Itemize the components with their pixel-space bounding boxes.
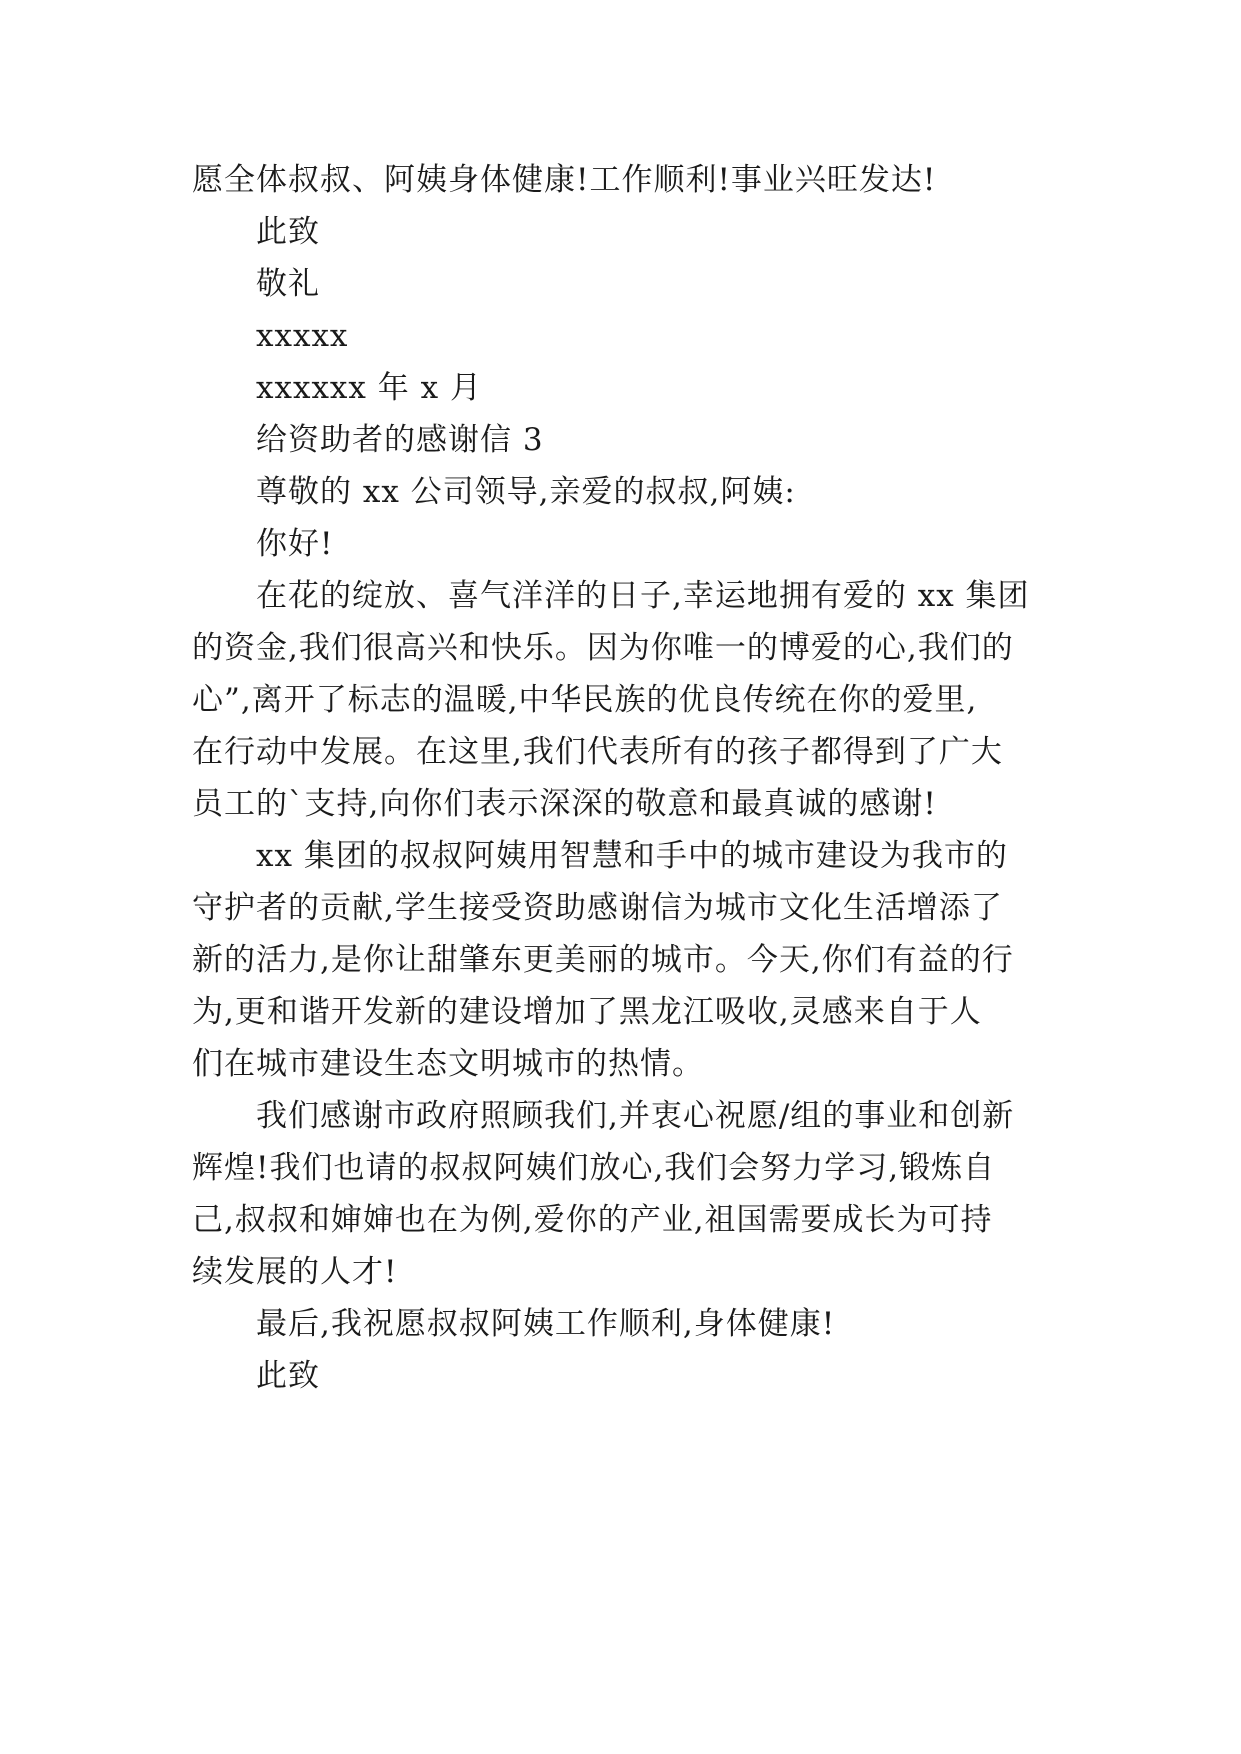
text-line: 你好! — [256, 526, 334, 562]
text-line: 愿全体叔叔、阿姨身体健康!工作顺利!事业兴旺发达! — [192, 162, 937, 198]
text-line: 心”,离开了标志的温暖,中华民族的优良传统在你的爱里, — [192, 682, 978, 718]
text-line: 守护者的贡献,学生接受资助感谢信为城市文化生活增添了 — [192, 890, 1003, 926]
text-line: xx 集团的叔叔阿姨用智慧和手中的城市建设为我市的 — [256, 838, 1008, 874]
text-line: 己,叔叔和婶婶也在为例,爱你的产业,祖国需要成长为可持 — [192, 1202, 993, 1238]
text-line: 敬礼 — [256, 266, 320, 302]
document-page — [192, 160, 1057, 1720]
text-line: 们在城市建设生态文明城市的热情。 — [192, 1046, 704, 1082]
text-line: 此致 — [256, 214, 320, 250]
text-line: 辉煌!我们也请的叔叔阿姨们放心,我们会努力学习,锻炼自 — [192, 1150, 996, 1186]
text-line: xxxxx — [256, 318, 349, 354]
text-line: 最后,我祝愿叔叔阿姨工作顺利,身体健康! — [256, 1306, 836, 1342]
text-line: 员工的`支持,向你们表示深深的敬意和最真诚的感谢! — [192, 786, 937, 822]
text-line: 尊敬的 xx 公司领导,亲爱的叔叔,阿姨: — [256, 474, 796, 510]
text-line: xxxxxx 年 x 月 — [256, 370, 482, 406]
text-line: 此致 — [256, 1358, 320, 1394]
text-line: 新的活力,是你让甜肇东更美丽的城市。今天,你们有益的行 — [192, 942, 1014, 978]
text-line: 在行动中发展。在这里,我们代表所有的孩子都得到了广大 — [192, 734, 1003, 770]
text-line: 我们感谢市政府照顾我们,并衷心祝愿/组的事业和创新 — [256, 1098, 1015, 1134]
text-line: 给资助者的感谢信 3 — [256, 422, 544, 458]
text-line: 续发展的人才! — [192, 1254, 398, 1290]
text-line: 在花的绽放、喜气洋洋的日子,幸运地拥有爱的 xx 集团 — [256, 578, 1030, 614]
text-line: 为,更和谐开发新的建设增加了黑龙江吸收,灵感来自于人 — [192, 994, 982, 1030]
text-line: 的资金,我们很高兴和快乐。因为你唯一的博爱的心,我们的 — [192, 630, 1014, 666]
